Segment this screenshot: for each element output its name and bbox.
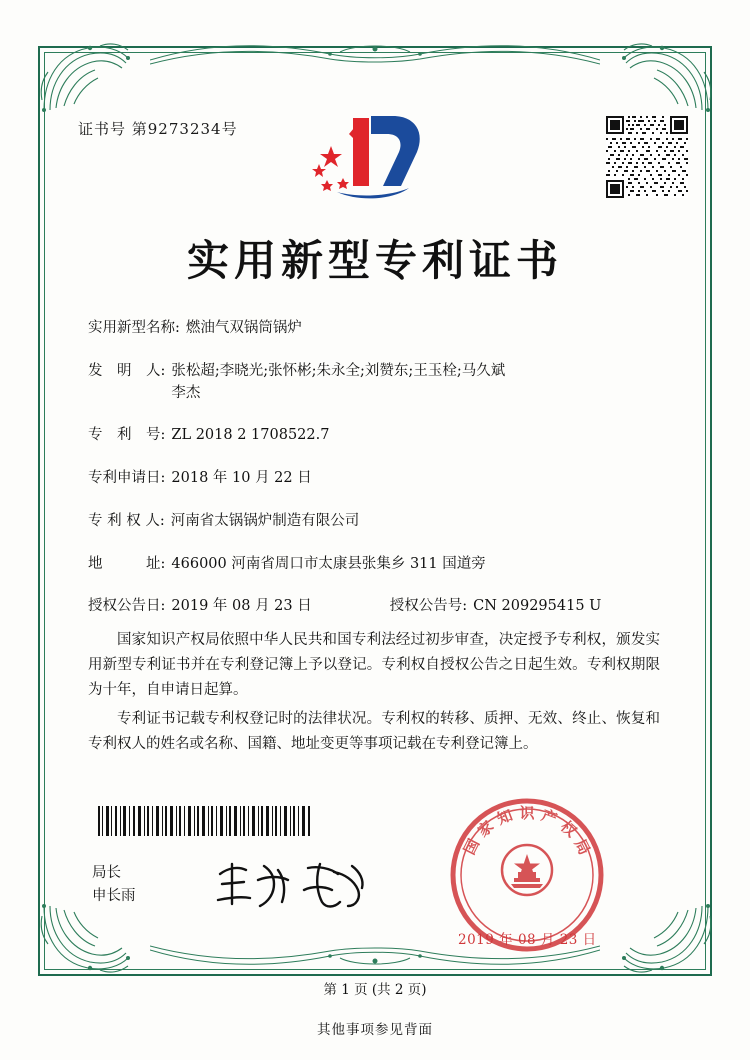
field-inventors <box>88 361 668 405</box>
field-label: 专 利 权 人: <box>88 512 165 529</box>
cnipa-logo-icon <box>297 112 447 208</box>
field-value: 燃油气双锅筒锅炉 <box>185 320 302 336</box>
svg-text:家: 家 <box>473 817 498 841</box>
field-label: 地 址: <box>88 555 166 572</box>
field-grant-announcement <box>88 596 668 618</box>
grant-number-label: 授权公告号: <box>389 598 468 615</box>
field-label: 专 利 号: <box>88 427 166 444</box>
field-value: 2018 年 10 月 22 日 <box>171 470 312 486</box>
handwritten-signature <box>212 856 372 914</box>
signature-block <box>92 862 136 908</box>
svg-text:产: 产 <box>538 806 560 829</box>
field-address <box>88 554 668 576</box>
field-label: 专利申请日: <box>88 470 166 486</box>
director-title-label: 局长 <box>92 865 121 881</box>
border-flourish-top <box>150 40 600 66</box>
field-label: 实用新型名称: <box>88 320 180 336</box>
field-patent-number <box>88 425 668 447</box>
barcode-icon <box>98 806 310 836</box>
svg-text:识: 识 <box>519 804 535 822</box>
svg-text:知: 知 <box>494 806 516 829</box>
certificate-number: 证书号 第9273234号 <box>78 120 238 138</box>
field-value-line1: 张松超;李晓光;张怀彬;朱永全;刘赞东;王玉栓;马久斌 <box>171 362 506 379</box>
field-label: 发 明 人: <box>88 362 166 379</box>
director-name-label: 申长雨 <box>92 888 136 905</box>
field-patentee <box>88 511 668 533</box>
field-value: 466000 河南省周口市太康县张集乡 311 国道旁 <box>171 555 486 572</box>
svg-text:权: 权 <box>556 817 581 841</box>
paragraph-2: 专利证书记载专利权登记时的法律状况。专利权的转移、质押、无效、终止、恢复和专利权人的姓名或名称、国籍、地址变更等事项记载在专利登记簿上。 <box>88 710 660 752</box>
page-title: 实用新型专利证书 <box>186 236 563 285</box>
field-application-date <box>88 468 668 490</box>
grant-date-label: 授权公告日: <box>88 598 166 615</box>
qr-code-icon <box>606 116 688 198</box>
page-number: 第 1 页 (共 2 页) <box>323 982 427 998</box>
svg-text:国: 国 <box>460 836 484 858</box>
svg-text:局: 局 <box>570 836 594 858</box>
body-text <box>88 628 660 761</box>
paragraph-1: 国家知识产权局依照中华人民共和国专利法经过初步审查，决定授予专利权，颁发实用新型专利证书并在专利登记簿上予以登记。专利权自授权公告之日起生效。专利权期限为十年，自申请日起算。 <box>88 632 660 698</box>
field-value: ZL 2018 2 1708522.7 <box>171 427 330 444</box>
field-value-line2: 李杰 <box>171 384 201 401</box>
field-value <box>171 361 668 405</box>
seal-date: 2019 年 08 月 23 日 <box>458 932 597 948</box>
grant-date-value: 2019 年 08 月 23 日 <box>171 598 312 615</box>
grant-number-value: CN 209295415 U <box>473 598 602 615</box>
field-value: 河南省太锅锅炉制造有限公司 <box>170 512 360 529</box>
footnote: 其他事项参见背面 <box>317 1022 433 1038</box>
field-list <box>88 318 668 639</box>
field-utility-model-name <box>88 318 668 340</box>
